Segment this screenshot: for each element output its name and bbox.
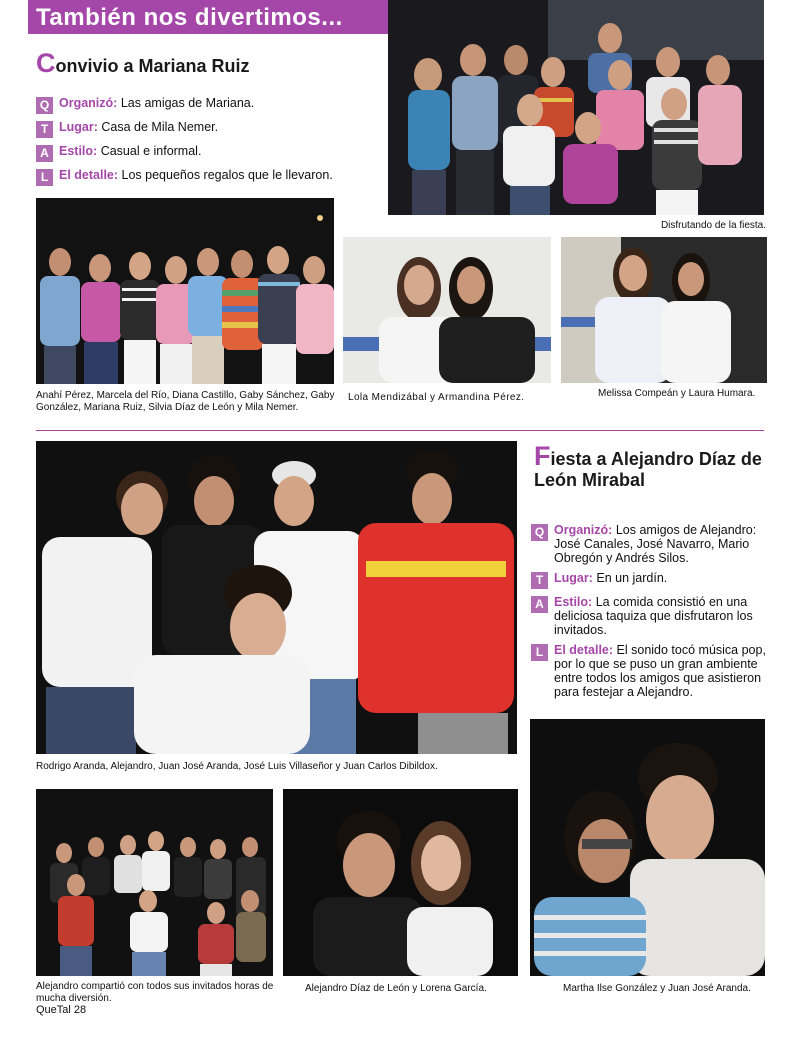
footer-brand: QueTal xyxy=(36,1004,71,1016)
photo-party-group xyxy=(388,0,764,215)
caption-boys: Rodrigo Aranda, Alejandro, Juan José Aranda, José Luis Villaseñor y Juan Carlos Dibildox. xyxy=(36,761,438,772)
caption-group: Anahí Pérez, Marcela del Río, Diana Castillo, Gaby Sánchez, Gaby González, Mariana Ruiz, Silvia Díaz de León y Mila Nemer. xyxy=(36,390,335,413)
info2-lugar: T Lugar: En un jardín. xyxy=(531,571,771,589)
caption-lorena: Alejandro Díaz de León y Lorena García. xyxy=(305,983,487,994)
photo-melissa xyxy=(561,237,767,383)
info2-estilo: A Estilo: La comida consistió en una deliciosa taquiza que disfrutaron los invitados. xyxy=(531,595,771,639)
caption-all: Alejandro compartió con todos sus invitados horas de mucha diversión. xyxy=(36,981,274,1004)
info2-detalle: L El detalle: El sonido tocó música pop, por lo que se puso un gran ambiente entre todos los amigos que asistieron para festejar a Alejandro. xyxy=(531,643,771,703)
section1-title: Convivio a Mariana Ruiz xyxy=(36,48,250,78)
photo-lorena xyxy=(283,789,518,976)
header-title: También nos divertimos... xyxy=(36,4,343,31)
caption-lola: Lola Mendizábal y Armandina Pérez. xyxy=(348,392,525,403)
photo-martha xyxy=(530,719,765,976)
info-estilo: A Estilo: Casual e informal. xyxy=(36,144,366,162)
info-lugar: T Lugar: Casa de Mila Nemer. xyxy=(36,120,366,138)
page-footer xyxy=(36,1004,86,1016)
section2-title: Fiesta a Alejandro Díaz de León Mirabal xyxy=(534,441,762,490)
photo-all-guests xyxy=(36,789,273,976)
info-detalle: L El detalle: Los pequeños regalos que le llevaron. xyxy=(36,168,366,186)
info2-organizo: Q Organizó: Los amigos de Alejandro: José Canales, José Navarro, Mario Obregón y Andrés Silos. xyxy=(531,523,771,571)
page-number: 28 xyxy=(73,1004,87,1016)
info-organizo: Q Organizó: Las amigas de Mariana. xyxy=(36,96,366,114)
section-divider xyxy=(36,430,764,431)
caption-martha: Martha Ilse González y Juan José Aranda. xyxy=(563,983,751,994)
photo-girls-group xyxy=(36,198,334,384)
photo-lola xyxy=(343,237,551,383)
photo-boys xyxy=(36,441,517,754)
caption-melissa: Melissa Compeán y Laura Humara. xyxy=(598,388,756,399)
caption-party: Disfrutando de la fiesta. xyxy=(660,220,766,231)
